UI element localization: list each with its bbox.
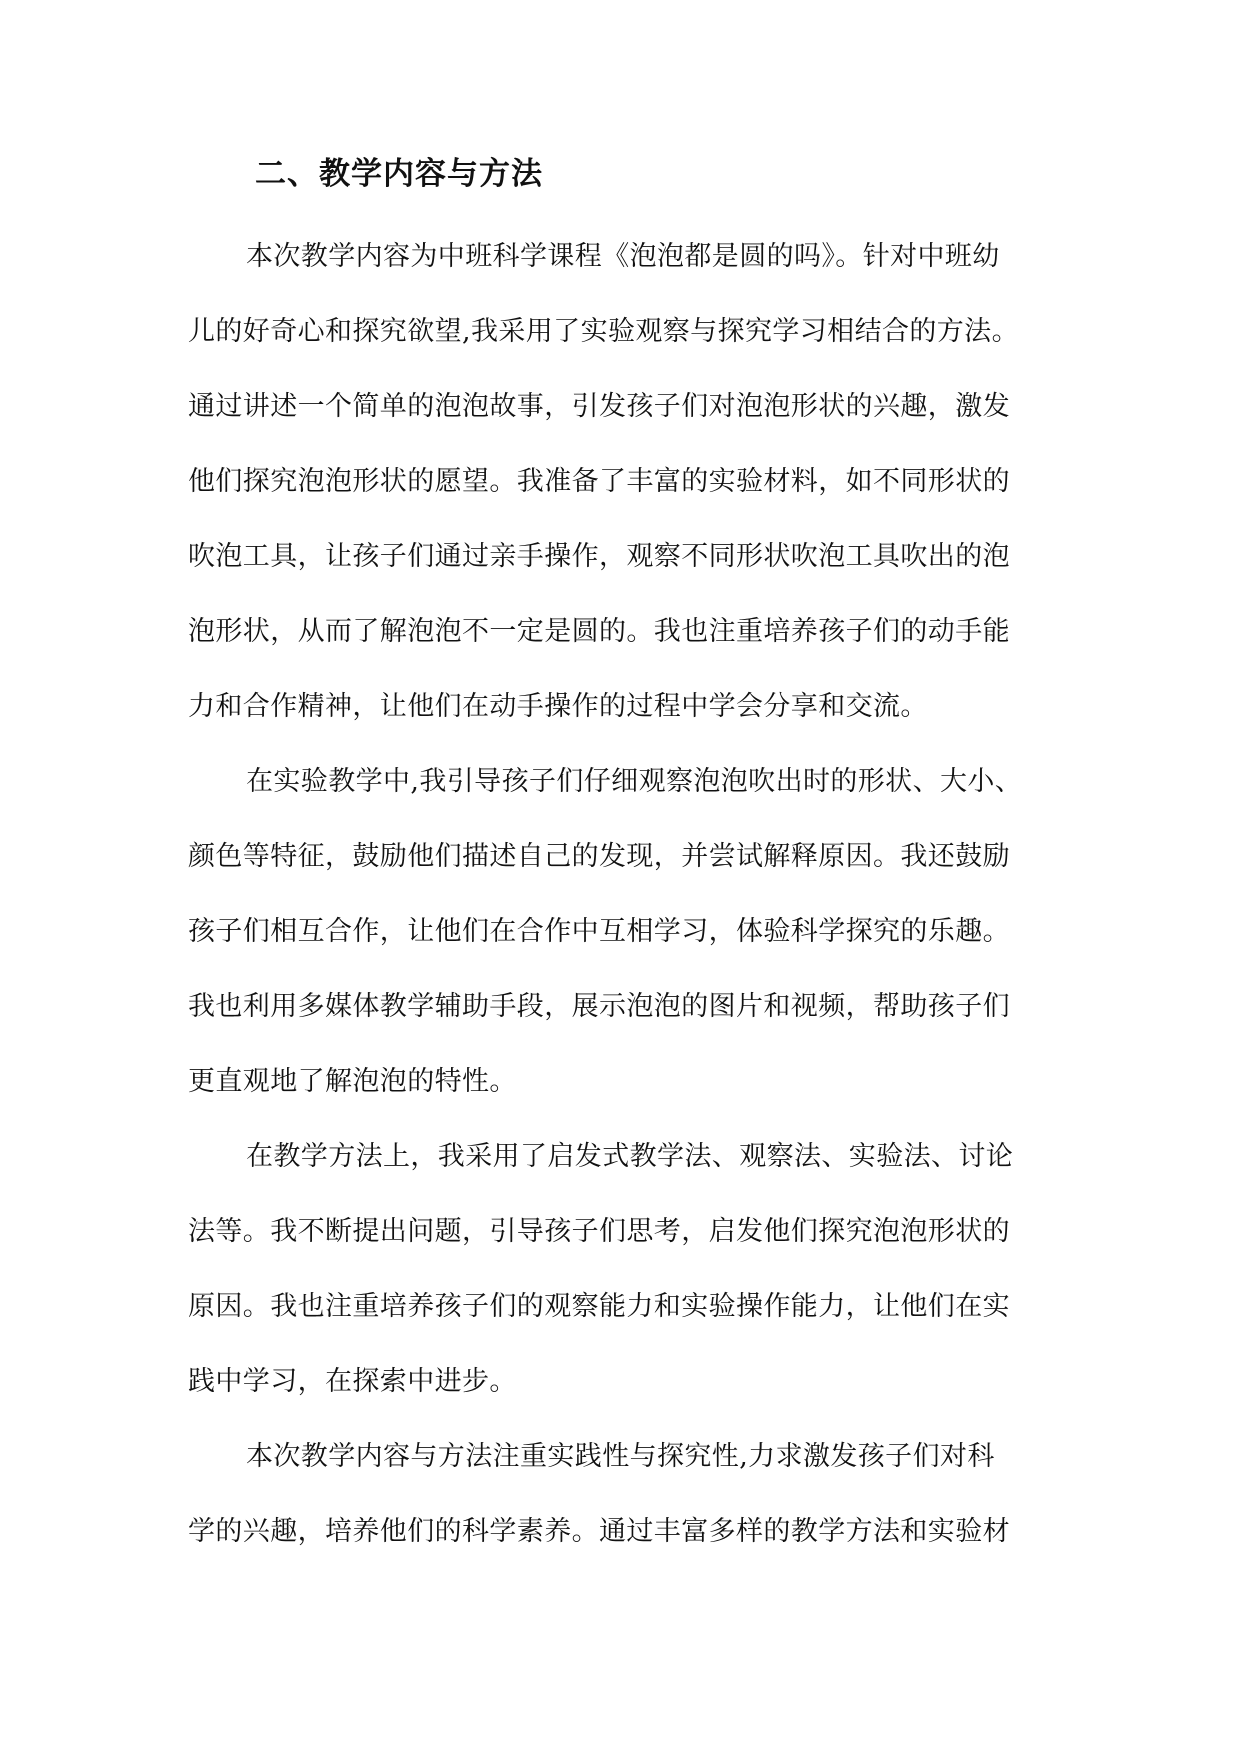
paragraph-line: 法等。我不断提出问题，引导孩子们思考，启发他们探究泡泡形状的 [188,1216,1010,1247]
paragraph-line: 他们探究泡泡形状的愿望。我准备了丰富的实验材料，如不同形状的 [188,466,1010,497]
paragraph-line: 我也利用多媒体教学辅助手段，展示泡泡的图片和视频，帮助孩子们 [188,991,1010,1022]
section-heading: 二、教学内容与方法 [255,156,543,192]
paragraph-line: 本次教学内容为中班科学课程《泡泡都是圆的吗》。针对中班幼 [246,241,1000,272]
paragraph-line: 吹泡工具，让孩子们通过亲手操作，观察不同形状吹泡工具吹出的泡 [188,541,1010,572]
paragraph-line: 践中学习，在探索中进步。 [188,1366,517,1397]
paragraph-line: 在实验教学中,我引导孩子们仔细观察泡泡吹出时的形状、大小、 [246,766,1023,797]
paragraph-line: 颜色等特征，鼓励他们描述自己的发现，并尝试解释原因。我还鼓励 [188,841,1010,872]
paragraph-line: 通过讲述一个简单的泡泡故事，引发孩子们对泡泡形状的兴趣，激发 [188,391,1010,422]
paragraph-line: 学的兴趣，培养他们的科学素养。通过丰富多样的教学方法和实验材 [188,1516,1010,1547]
paragraph-line: 儿的好奇心和探究欲望,我采用了实验观察与探究学习相结合的方法。 [188,316,1019,347]
paragraph-line: 原因。我也注重培养孩子们的观察能力和实验操作能力，让他们在实 [188,1291,1010,1322]
paragraph-line: 力和合作精神，让他们在动手操作的过程中学会分享和交流。 [188,691,928,722]
paragraph-line: 泡形状，从而了解泡泡不一定是圆的。我也注重培养孩子们的动手能 [188,616,1010,647]
paragraph-line: 在教学方法上，我采用了启发式教学法、观察法、实验法、讨论 [246,1141,1014,1172]
paragraph-line: 本次教学内容与方法注重实践性与探究性,力求激发孩子们对科 [246,1441,995,1472]
paragraph-line: 孩子们相互合作，让他们在合作中互相学习，体验科学探究的乐趣。 [188,916,1010,947]
paragraph-line: 更直观地了解泡泡的特性。 [188,1066,517,1097]
